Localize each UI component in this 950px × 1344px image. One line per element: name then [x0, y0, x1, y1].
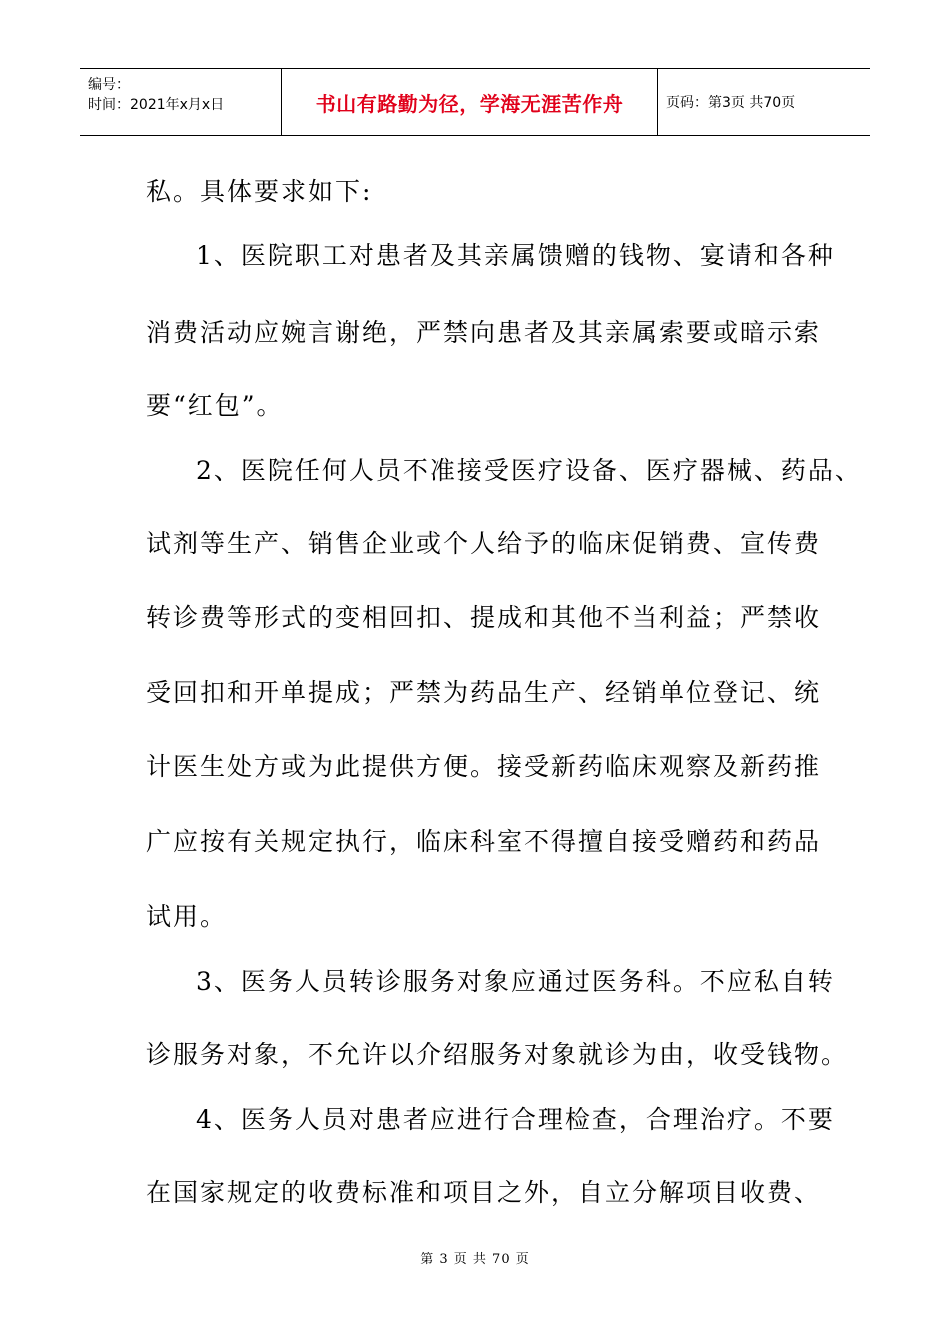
body-line: 消费活动应婉言谢绝，严禁向患者及其亲属索要或暗示索 [146, 318, 822, 347]
body-line: 私。具体要求如下: [146, 177, 373, 206]
body-line: 转诊费等形式的变相回扣、提成和其他不当利益；严禁收 [146, 603, 822, 632]
document-header [80, 68, 870, 136]
body-line: 要“红包”。 [146, 391, 284, 420]
body-line: 3、医务人员转诊服务对象应通过医务科。不应私自转 [196, 967, 835, 996]
header-motto-cell [282, 69, 658, 135]
header-page-cell [658, 69, 870, 135]
body-line: 4、医务人员对患者应进行合理检查，合理治疗。不要 [196, 1105, 835, 1134]
body-line: 1、医院职工对患者及其亲属馈赠的钱物、宴请和各种 [196, 241, 835, 270]
header-motto: 书山有路勤为径，学海无涯苦作舟 [315, 91, 624, 116]
body-line: 试用。 [146, 902, 228, 931]
body-line: 受回扣和开单提成；严禁为药品生产、经销单位登记、统 [146, 678, 822, 707]
body-line: 在国家规定的收费标准和项目之外，自立分解项目收费、 [146, 1178, 822, 1207]
header-meta-cell [80, 69, 282, 135]
body-line: 试剂等生产、销售企业或个人给予的临床促销费、宣传费 [146, 529, 822, 558]
header-page-info: 页码：第3页 共70页 [666, 95, 796, 111]
page-footer: 第 3 页 共 70 页 [420, 1252, 530, 1267]
body-line: 2、医院任何人员不准接受医疗设备、医疗器械、药品、 [196, 456, 862, 485]
body-line: 诊服务对象，不允许以介绍服务对象就诊为由，收受钱物。 [146, 1040, 849, 1069]
body-line: 广应按有关规定执行，临床科室不得擅自接受赠药和药品 [146, 827, 822, 856]
body-line: 计医生处方或为此提供方便。接受新药临床观察及新药推 [146, 752, 822, 781]
document-time-label: 时间：2021年x月x日 [88, 97, 225, 113]
document-number-label: 编号： [88, 77, 130, 93]
